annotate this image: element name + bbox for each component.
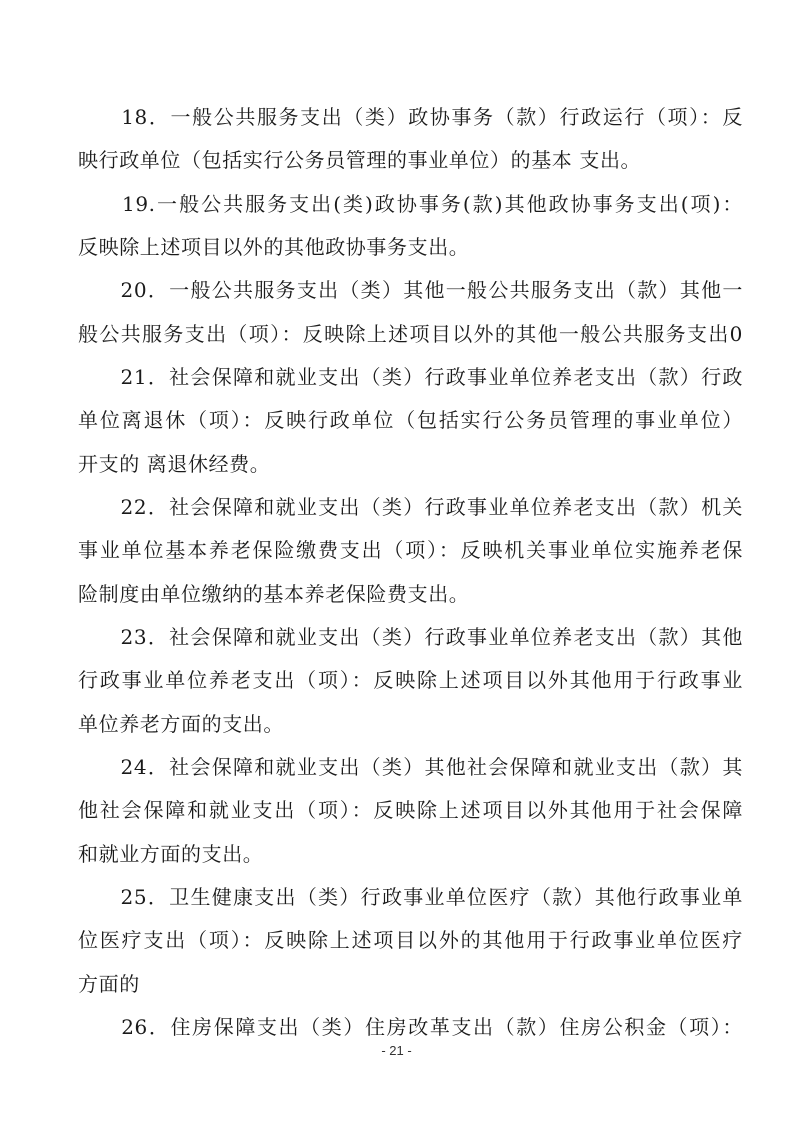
paragraph-23-line-1: 23．社会保障和就业支出（类）行政事业单位养老支出（款）其他 (78, 625, 743, 649)
paragraph-21-line-1: 21．社会保障和就业支出（类）行政事业单位养老支出（款）行政 (78, 365, 743, 389)
paragraph-23-line-2: 行政事业单位养老支出（项）：反映除上述项目以外其他用于行政事业 (78, 668, 743, 692)
paragraph-18-line-1: 18．一般公共服务支出（类）政协事务（款）行政运行（项）：反 (78, 105, 743, 129)
paragraph-24-line-3: 和就业方面的支出。 (78, 842, 264, 866)
page-number: - 21 - (381, 1043, 412, 1058)
paragraph-26-line-1: 26．住房保障支出（类）住房改革支出（款）住房公积金（项）： (78, 1015, 743, 1039)
paragraph-21-line-3: 开支的 离退休经费。 (78, 452, 271, 476)
paragraph-25-line-1: 25．卫生健康支出（类）行政事业单位医疗（款）其他行政事业单 (78, 885, 743, 909)
paragraph-24-line-1: 24．社会保障和就业支出（类）其他社会保障和就业支出（款）其 (78, 755, 743, 779)
paragraph-22-line-1: 22．社会保障和就业支出（类）行政事业单位养老支出（款）机关 (78, 495, 743, 519)
paragraph-25-line-3: 方面的 (78, 972, 140, 996)
paragraph-20-line-1: 20．一般公共服务支出（类）其他一般公共服务支出（款）其他一 (78, 278, 743, 302)
paragraph-22-line-3: 险制度由单位缴纳的基本养老保险费支出。 (78, 582, 470, 606)
paragraph-19-line-2: 反映除上述项目以外的其他政协事务支出。 (78, 235, 470, 259)
paragraph-18-line-2: 映行政单位（包括实行公务员管理的事业单位）的基本 支出。 (78, 148, 642, 172)
paragraph-24-line-2: 他社会保障和就业支出（项）：反映除上述项目以外其他用于社会保障 (78, 798, 743, 822)
paragraph-22-line-2: 事业单位基本养老保险缴费支出（项）：反映机关事业单位实施养老保 (78, 538, 743, 562)
paragraph-20-line-2: 般公共服务支出（项）：反映除上述项目以外的其他一般公共服务支出0 (78, 322, 743, 346)
paragraph-23-line-3: 单位养老方面的支出。 (78, 712, 284, 736)
paragraph-21-line-2: 单位离退休（项）：反映行政单位（包括实行公务员管理的事业单位） (78, 408, 743, 432)
paragraph-19-line-1: 19.一般公共服务支出(类)政协事务(款)其他政协事务支出(项)： (78, 192, 743, 216)
paragraph-25-line-2: 位医疗支出（项）：反映除上述项目以外的其他用于行政事业单位医疗 (78, 928, 743, 952)
